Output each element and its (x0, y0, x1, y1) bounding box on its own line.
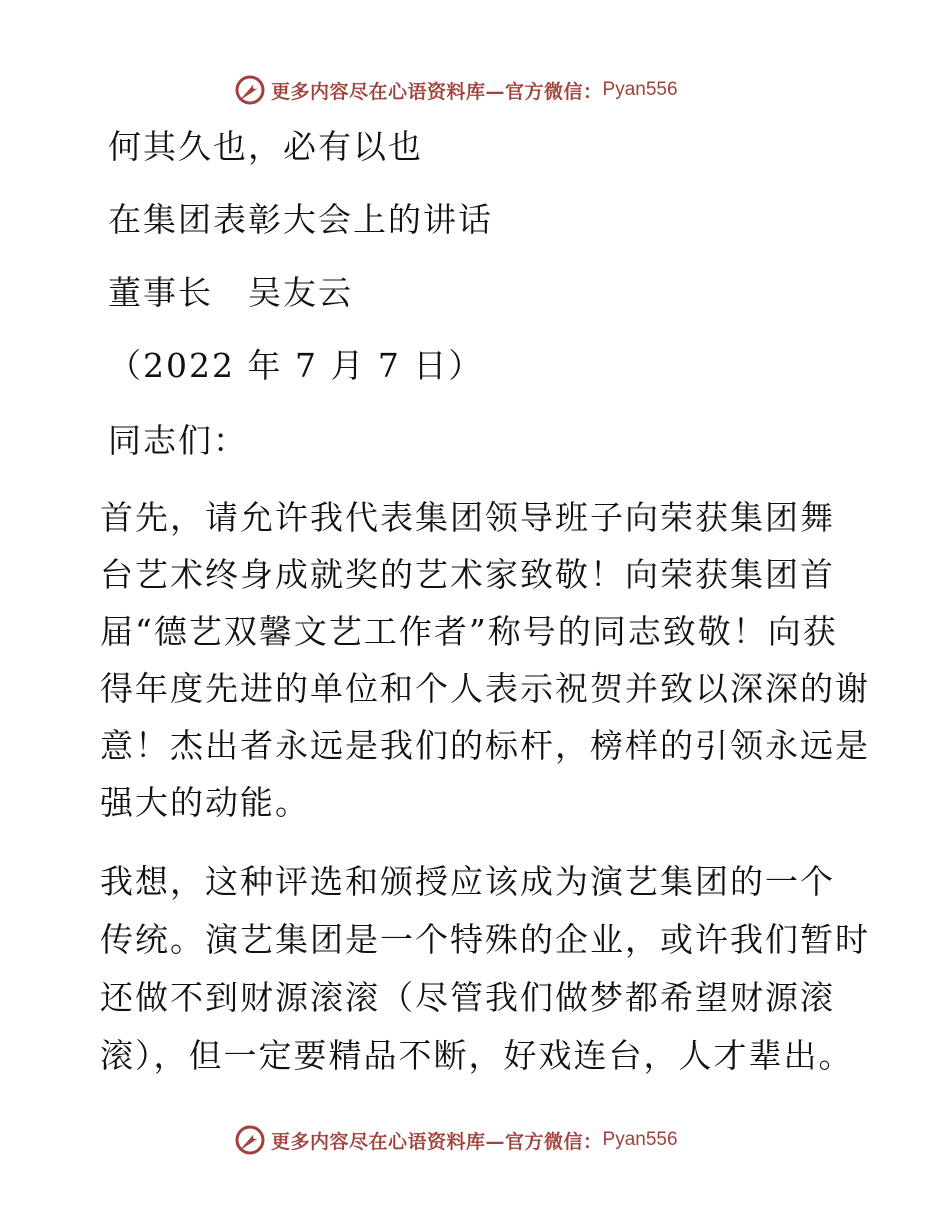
paragraph-2-line-4: 滚），但一定要精品不断，好戏连台，人才辈出。 (100, 1036, 854, 1075)
watermark-text: 更多内容尽在心语资料库—官方微信： (271, 80, 603, 103)
watermark-account: Pyan556 (602, 79, 678, 100)
document-title: 何其久也，必有以也 (108, 127, 423, 166)
document-subtitle: 在集团表彰大会上的讲话 (108, 200, 493, 239)
document-author: 董事长 吴友云 (108, 273, 353, 312)
footer-watermark (233, 1122, 678, 1158)
watermark-text: 更多内容尽在心语资料库—官方微信： (271, 1130, 603, 1153)
salutation: 同志们： (108, 421, 248, 460)
document-date: （2022 年 7 月 7 日） (108, 346, 484, 385)
ink-pen-logo-icon (233, 1123, 267, 1157)
watermark-account: Pyan556 (602, 1129, 678, 1150)
paragraph-2-line-1: 我想，这种评选和颁授应该成为演艺集团的一个 (100, 862, 835, 901)
paragraph-1-line-6: 强大的动能。 (100, 783, 310, 822)
paragraph-1-line-2: 台艺术终身成就奖的艺术家致敬！向荣获集团首 (100, 555, 835, 594)
paragraph-1-line-5: 意！杰出者永远是我们的标杆，榜样的引领永远是 (100, 726, 870, 765)
paragraph-2-line-2: 传统。演艺集团是一个特殊的企业，或许我们暂时 (100, 920, 870, 959)
paragraph-1-line-4: 得年度先进的单位和个人表示祝贺并致以深深的谢 (100, 669, 870, 708)
paragraph-2-line-3: 还做不到财源滚滚（尽管我们做梦都希望财源滚 (100, 978, 835, 1017)
paragraph-1-line-1: 首先，请允许我代表集团领导班子向荣获集团舞 (100, 498, 835, 537)
paragraph-1-line-3: 届“德艺双馨文艺工作者”称号的同志致敬！向获 (100, 612, 838, 651)
